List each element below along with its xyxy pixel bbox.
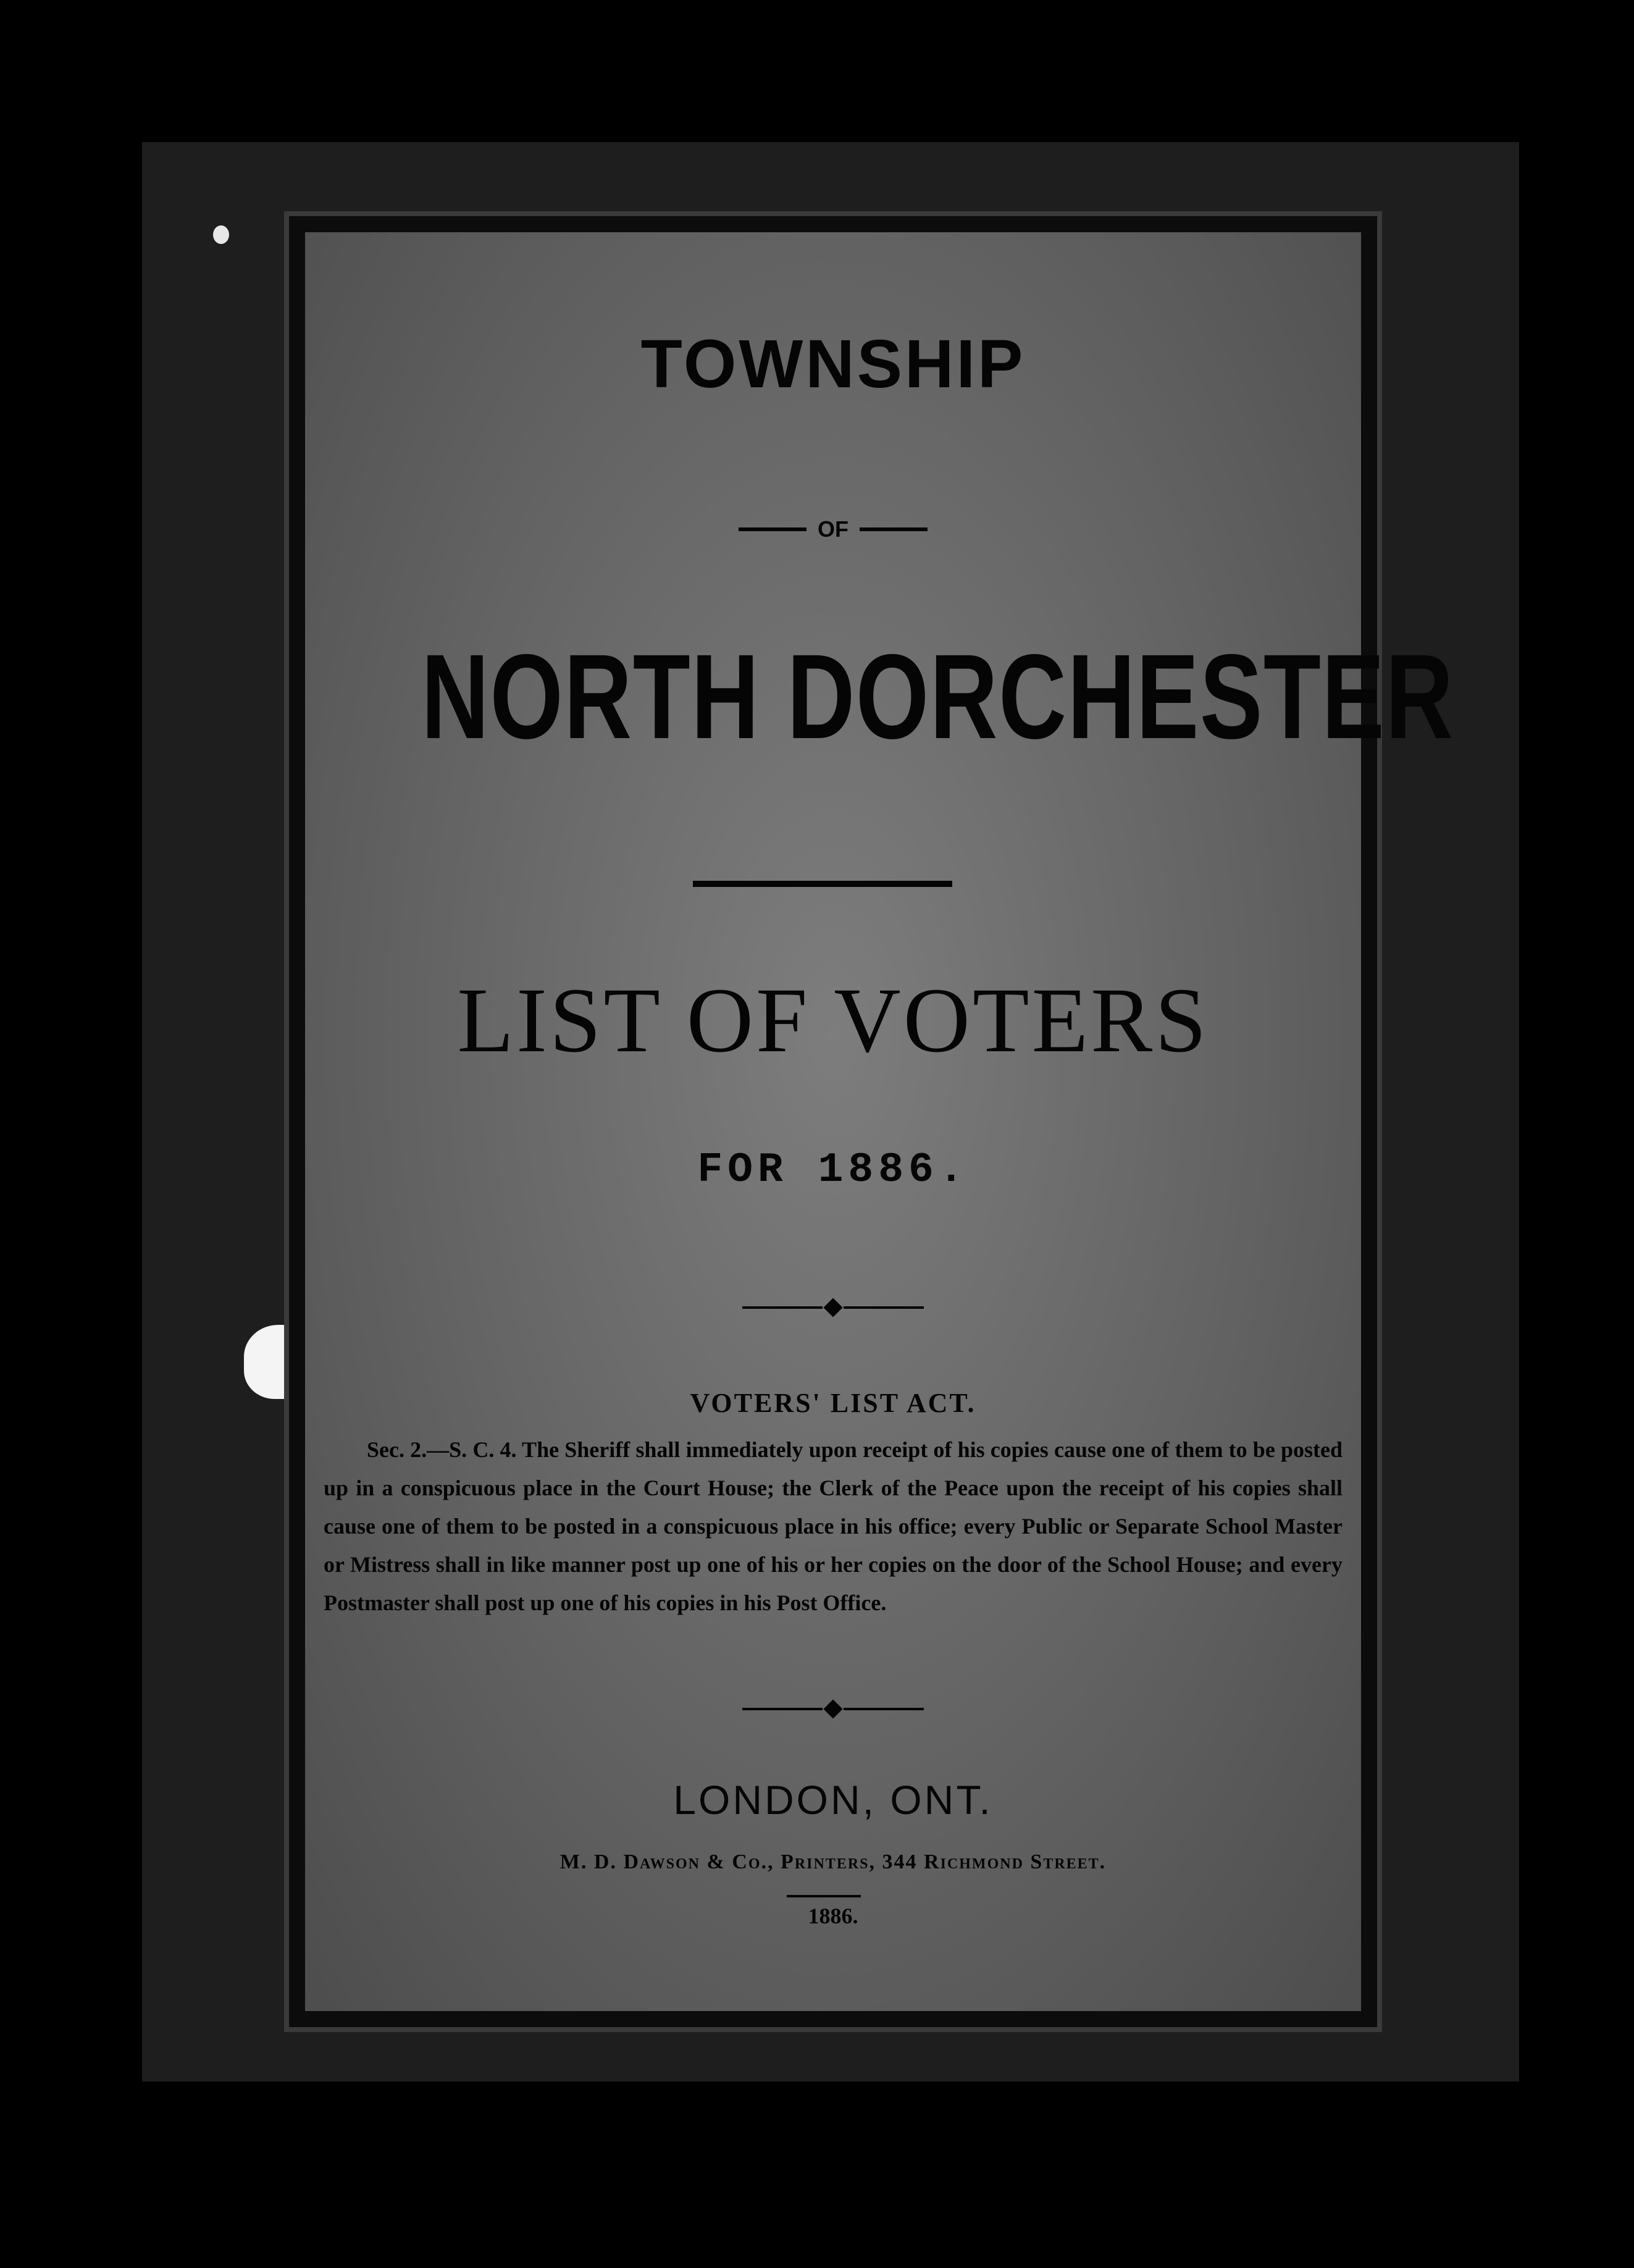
heading-divider — [693, 881, 952, 887]
paper-speck — [213, 225, 229, 244]
imprint-year: 1886. — [808, 1904, 858, 1928]
title-page — [289, 216, 1454, 2027]
printer-imprint: M. D. Dawson & Co., Printers, 344 Richmond Street. — [559, 1850, 1107, 1873]
municipality-name: NORTH DORCHESTER — [421, 629, 1454, 764]
list-heading: LIST OF VOTERS — [457, 969, 1209, 1072]
of-line — [305, 516, 1361, 542]
of-left-rule — [739, 527, 807, 531]
year-rule — [787, 1895, 861, 1897]
act-text: Sec. 2.—S. C. 4. The Sheriff shall immediately upon receipt of his copies cause one of them to be posted up in a conspicuous place in the Court House; the Clerk of the Peace upon the receipt of his copies shall cause one of them to be posted in a conspicuous place in his office; every Public or Separate School Master or Mistress shall in like manner post up one of his or her copies on the door of the School House; and every Postmaster shall post up one of his copies in his Post Office. — [324, 1437, 1343, 1615]
publication-place: LONDON, ONT. — [673, 1777, 993, 1823]
ornament-divider — [305, 1702, 1361, 1716]
year-line: FOR 1886. — [697, 1146, 969, 1194]
of-word: OF — [818, 516, 848, 542]
diamond-icon — [823, 1699, 842, 1718]
of-right-rule — [860, 527, 928, 531]
diamond-icon — [823, 1298, 842, 1317]
act-title: VOTERS' LIST ACT. — [690, 1388, 976, 1418]
ornament-divider — [305, 1301, 1361, 1314]
township-heading: TOWNSHIP — [640, 326, 1026, 402]
